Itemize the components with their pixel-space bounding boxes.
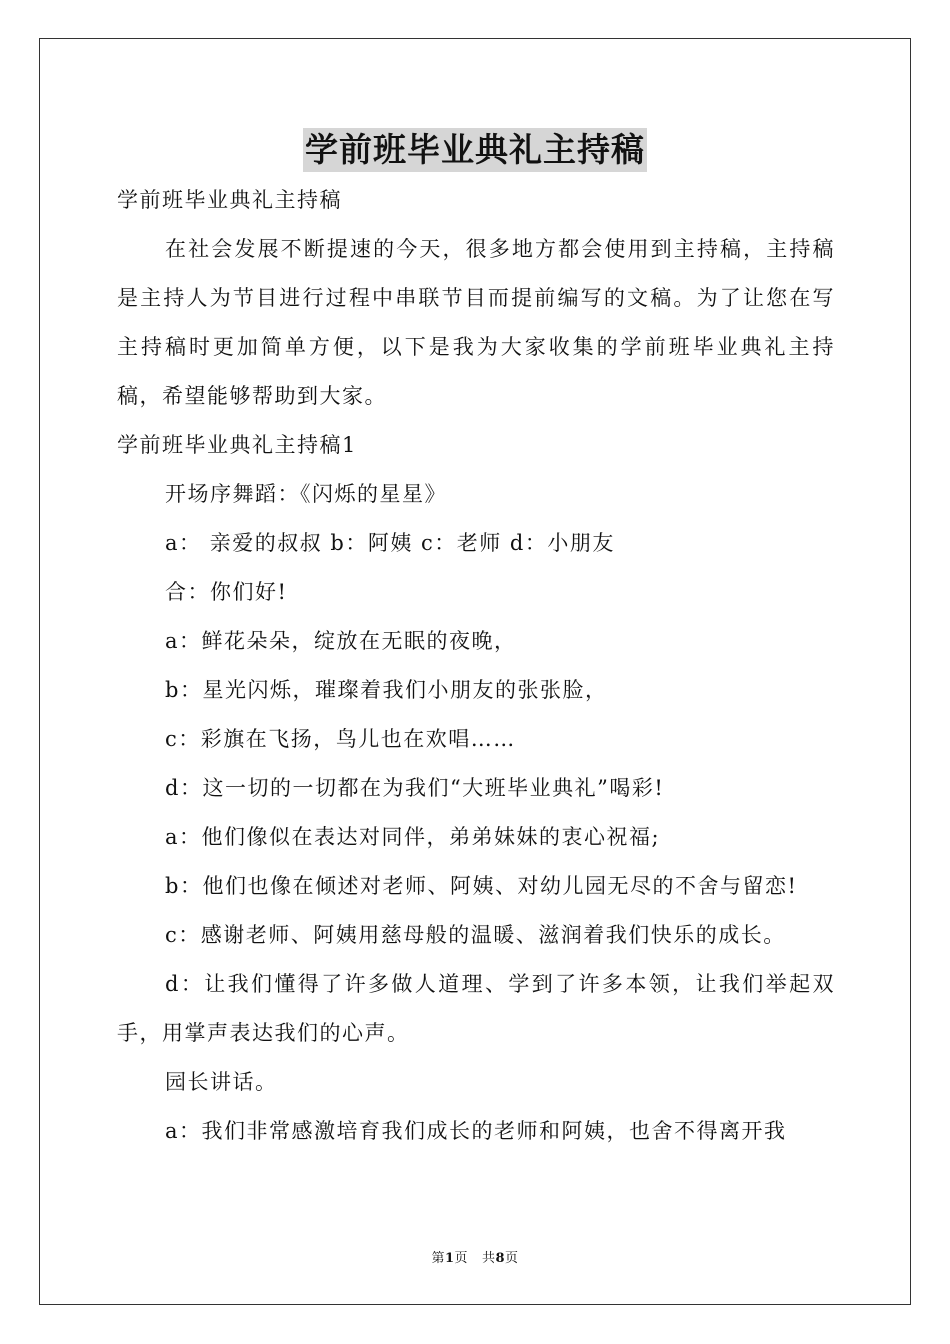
total-label-prefix: 共 (481, 1251, 496, 1266)
page-label-prefix: 第 (431, 1251, 445, 1266)
total-pages: 8 (495, 1251, 506, 1266)
body-paragraph: a：他们像似在表达对同伴，弟弟妹妹的衷心祝福; (165, 825, 661, 849)
title-container (0, 128, 950, 172)
total-label-suffix: 页 (505, 1251, 519, 1266)
body-paragraph: d：这一切的一切都在为我们“大班毕业典礼”喝彩! (165, 776, 665, 800)
body-paragraph: a：我们非常感激培育我们成长的老师和阿姨，也舍不得离开我 (165, 1119, 787, 1143)
body-paragraph: b：星光闪烁，璀璨着我们小朋友的张张脸， (165, 678, 608, 702)
page-footer (0, 1247, 950, 1266)
body-paragraph: 开场序舞蹈：《闪烁的星星》 (165, 482, 447, 506)
document-body (117, 176, 835, 1156)
document-title: 学前班毕业典礼主持稿 (303, 128, 647, 172)
page-label-suffix: 页 (454, 1251, 469, 1266)
body-paragraph: a： 亲爱的叔叔 b：阿姨 c：老师 d：小朋友 (165, 531, 615, 555)
body-paragraph: c：彩旗在飞扬，鸟儿也在欢唱…… (165, 727, 516, 751)
body-paragraph: 学前班毕业典礼主持稿1 (117, 433, 357, 457)
page-number: 1 (444, 1251, 455, 1266)
body-paragraph: d：让我们懂得了许多做人道理、学到了许多本领，让我们举起双手，用掌声表达我们的心声。 (117, 972, 835, 1045)
body-paragraph: 在社会发展不断提速的今天，很多地方都会使用到主持稿，主持稿是主持人为节目进行过程中串联节目而提前编写的文稿。为了让您在写主持稿时更加简单方便，以下是我为大家收集的学前班毕业典礼主持稿，希望能够帮助到大家。 (117, 237, 835, 408)
body-paragraph: 合：你们好! (165, 580, 288, 604)
body-paragraph: b：他们也像在倾述对老师、阿姨、对幼儿园无尽的不舍与留恋! (165, 874, 798, 898)
body-paragraph: 园长讲话。 (165, 1070, 278, 1094)
body-paragraph: c：感谢老师、阿姨用慈母般的温暖、滋润着我们快乐的成长。 (165, 923, 786, 947)
body-paragraph: a：鲜花朵朵，绽放在无眠的夜晚， (165, 629, 517, 653)
body-paragraph: 学前班毕业典礼主持稿 (117, 188, 342, 212)
